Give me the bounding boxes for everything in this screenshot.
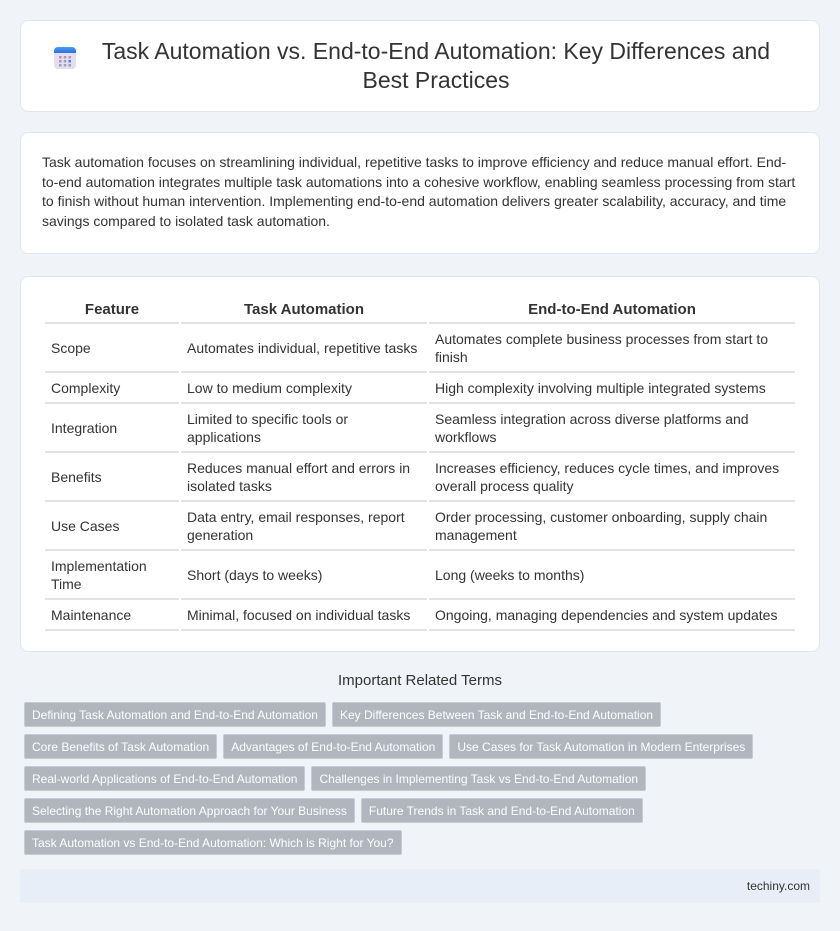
related-terms-section (20, 672, 820, 855)
table-row (45, 502, 795, 551)
related-term-tag[interactable]: Defining Task Automation and End-to-End Automation (24, 702, 326, 727)
table-row (45, 600, 795, 631)
related-term-tag[interactable]: Advantages of End-to-End Automation (223, 734, 443, 759)
related-term-tag[interactable]: Selecting the Right Automation Approach for Your Business (24, 798, 355, 823)
table-row (45, 551, 795, 600)
comparison-table (43, 297, 797, 631)
related-term-tag[interactable]: Challenges in Implementing Task vs End-to-End Automation (311, 766, 646, 791)
related-term-tag[interactable]: Real-world Applications of End-to-End Automation (24, 766, 305, 791)
task-automation-cell: Reduces manual effort and errors in isolated tasks (181, 453, 427, 502)
end-to-end-cell: Automates complete business processes from start to finish (429, 324, 795, 373)
related-term-tag[interactable]: Use Cases for Task Automation in Modern Enterprises (449, 734, 753, 759)
feature-cell: Complexity (45, 373, 179, 404)
feature-cell: Maintenance (45, 600, 179, 631)
comparison-card (20, 276, 820, 652)
task-automation-cell: Automates individual, repetitive tasks (181, 324, 427, 373)
end-to-end-cell: Order processing, customer onboarding, supply chain management (429, 502, 795, 551)
table-header-row (45, 297, 795, 324)
footer-site-link[interactable]: techiny.com (746, 879, 810, 893)
footer (20, 869, 820, 903)
header-end-to-end-automation: End-to-End Automation (429, 297, 795, 324)
task-automation-cell: Limited to specific tools or applications (181, 404, 427, 453)
calendar-icon (53, 46, 77, 70)
task-automation-cell: Short (days to weeks) (181, 551, 427, 600)
task-automation-cell: Data entry, email responses, report generation (181, 502, 427, 551)
table-row (45, 324, 795, 373)
header-card (20, 20, 820, 112)
end-to-end-cell: Long (weeks to months) (429, 551, 795, 600)
intro-paragraph: Task automation focuses on streamlining individual, repetitive tasks to improve efficiency and reduce manual effort. End-to-end automation integrates multiple task automations into a cohesive workflow, enabling seamless processing from start to finish without human intervention. Implementing end-to-end automation delivers greater scalability, accuracy, and time savings compared to isolated task automation. (42, 154, 796, 229)
table-row (45, 373, 795, 404)
feature-cell: Scope (45, 324, 179, 373)
task-automation-cell: Low to medium complexity (181, 373, 427, 404)
header-task-automation: Task Automation (181, 297, 427, 324)
page-title: Task Automation vs. End-to-End Automation: Key Differences and Best Practices (101, 38, 771, 93)
related-term-tag[interactable]: Task Automation vs End-to-End Automation: Which is Right for You? (24, 830, 402, 855)
header-feature: Feature (45, 297, 179, 324)
end-to-end-cell: High complexity involving multiple integrated systems (429, 373, 795, 404)
table-row (45, 404, 795, 453)
feature-cell: Integration (45, 404, 179, 453)
feature-cell: Benefits (45, 453, 179, 502)
task-automation-cell: Minimal, focused on individual tasks (181, 600, 427, 631)
related-terms-title: Important Related Terms (338, 672, 502, 689)
intro-card (20, 132, 820, 254)
end-to-end-cell: Seamless integration across diverse platforms and workflows (429, 404, 795, 453)
table-row (45, 453, 795, 502)
feature-cell: Use Cases (45, 502, 179, 551)
related-term-tag[interactable]: Key Differences Between Task and End-to-End Automation (332, 702, 661, 727)
end-to-end-cell: Ongoing, managing dependencies and system updates (429, 600, 795, 631)
related-term-tag[interactable]: Future Trends in Task and End-to-End Automation (361, 798, 643, 823)
related-term-tag[interactable]: Core Benefits of Task Automation (24, 734, 217, 759)
end-to-end-cell: Increases efficiency, reduces cycle times, and improves overall process quality (429, 453, 795, 502)
feature-cell: Implementation Time (45, 551, 179, 600)
related-terms-list (24, 702, 816, 855)
